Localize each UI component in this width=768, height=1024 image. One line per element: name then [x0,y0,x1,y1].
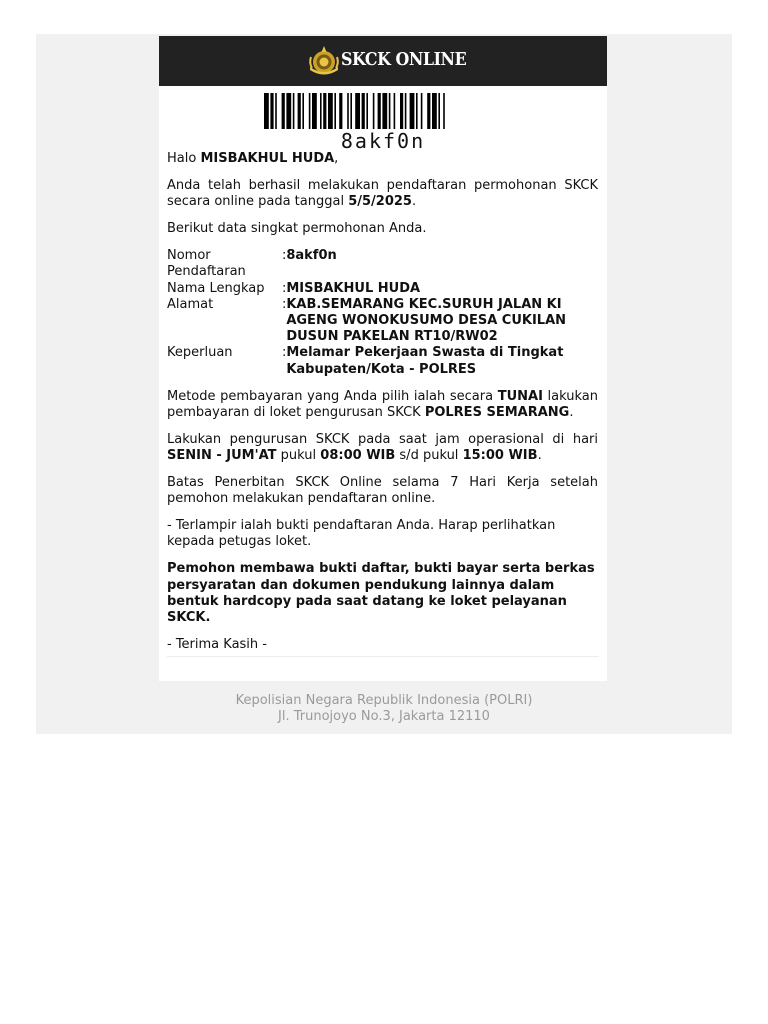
applicant-name: MISBAKHUL HUDA [200,151,335,166]
detail-row [167,345,598,377]
footer [36,693,732,725]
payment-paragraph: Metode pembayaran yang Anda pilih ialah secara TUNAI lakukan pembayaran di loket pengurusan SKCK POLRES SEMARANG. [167,388,598,420]
detail-separator: : [281,248,287,264]
summary-heading: Berikut data singkat permohonan Anda. [167,221,427,237]
footer-organization: Kepolisian Negara Republik Indonesia (POLRI) [235,693,533,708]
detail-separator: : [281,345,287,361]
detail-value: KAB.SEMARANG KEC.SURUH JALAN KI AGENG WONOKUSUMO DESA CUKILAN DUSUN PAKELAN RT10/RW02 [286,296,567,345]
barcode-image [264,93,502,129]
detail-label: Nomor Pendaftaran [167,248,246,280]
detail-label: Nama Lengkap [167,280,265,296]
email-card [159,36,607,681]
greeting: Halo MISBAKHUL HUDA, [167,151,339,166]
detail-value: MISBAKHUL HUDA [286,280,421,296]
deadline-paragraph: Batas Penerbitan SKCK Online selama 7 Hari Kerja setelah pemohon melakukan pendaftaran online. [167,475,598,507]
attachment-note: - Terlampir ialah bukti pendaftaran Anda. Harap perlihatkan kepada petugas loket. [167,518,556,550]
detail-row [167,248,598,280]
detail-label: Keperluan [167,345,233,361]
operating-days: SENIN - JUM'AT [167,448,277,464]
registration-date: 5/5/2025 [348,194,412,210]
brand-title: SKCK ONLINE [341,49,467,70]
details-table [167,248,598,378]
registration-code: 8akf0n [340,129,426,153]
polri-emblem-icon [307,45,341,77]
email-body [167,151,598,664]
header-banner [159,36,607,86]
detail-separator: : [281,296,287,312]
payment-office: POLRES SEMARANG [424,404,570,420]
detail-row [167,297,598,346]
intro-paragraph: Anda telah berhasil melakukan pendaftaran permohonan SKCK secara online pada tanggal 5/5/2025. [167,178,598,210]
closing-time: 15:00 WIB [462,448,538,464]
payment-method: TUNAI [497,388,543,404]
detail-label: Alamat [167,296,214,312]
detail-value: 8akf0n [286,248,337,264]
reminder-paragraph: Pemohon membawa bukti daftar, bukti bayar serta berkas persyaratan dan dokumen pendukung lainnya dalam bentuk hardcopy pada saat datang ke loket pelayanan SKCK. [167,561,595,626]
closing-text: - Terima Kasih - [167,637,267,653]
divider [167,656,599,657]
detail-value: Melamar Pekerjaan Swasta di Tingkat Kabupaten/Kota - POLRES [286,345,564,377]
footer-address: Jl. Trunojoyo No.3, Jakarta 12110 [278,709,490,725]
hours-paragraph: Lakukan pengurusan SKCK pada saat jam operasional di hari SENIN - JUM'AT pukul 08:00 WIB s/d pukul 15:00 WIB. [167,431,598,464]
opening-time: 08:00 WIB [320,448,396,464]
detail-row [167,281,598,297]
detail-separator: : [281,280,287,296]
